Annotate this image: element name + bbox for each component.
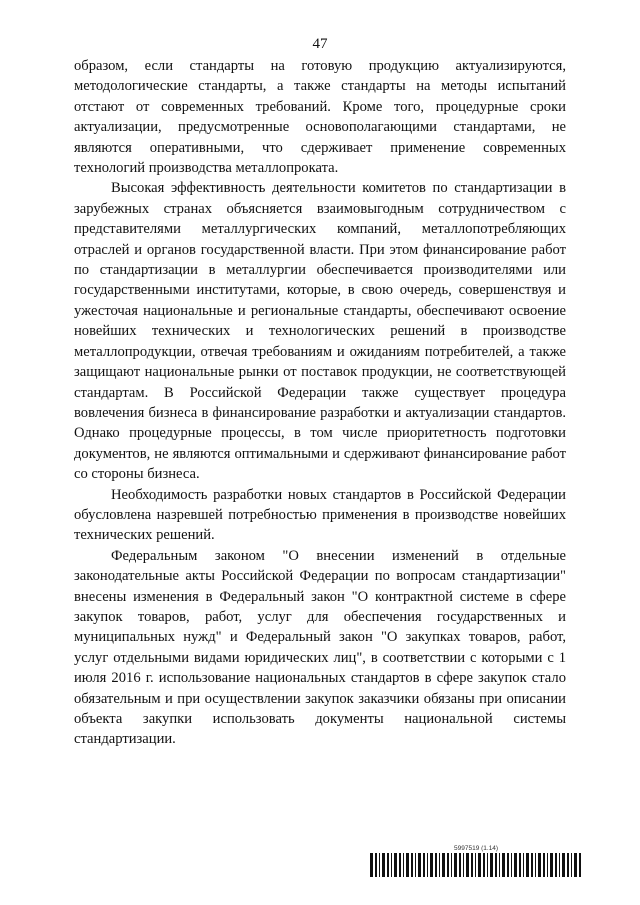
barcode-label: 5997519 (1.14)	[454, 845, 499, 852]
paragraph-1: образом, если стандарты на готовую продукцию актуализируются, методологические стандарты, а также стандарты на методы испытаний отстают от современных требований. Кроме того, процедурные сроки актуализации, предусмотренные основополагающими стандартами, не являются оперативными, что сдерживает применение современных технологий производства металлопроката.	[74, 58, 566, 177]
body-text	[74, 56, 566, 750]
paragraph-2: Высокая эффективность деятельности комитетов по стандартизации в зарубежных странах объясняется взаимовыгодным сотрудничеством с представителями металлургических компаний, металлопотребляющих отраслей и органов государственной власти. При этом финансирование работ по стандартизации в металлургии обеспечивается производителями или государственными институтами, которые, в свою очередь, совершенствуя и ужесточая национальные и региональные стандарты, обеспечивают освоение новейших технических и технологических решений в производстве металлопродукции, отвечая требованиям и ожиданиям потребителей, а также защищают национальные рынки от поставок продукции, не соответствующей стандартам. В Российской Федерации также существует процедура вовлечения бизнеса в финансирование разработки и актуализации стандартов. Однако процедурные процессы, в том числе приоритетность подготовки документов, не являются оптимальными и сдерживают финансирование работ со стороны бизнеса.	[74, 180, 566, 483]
page-number: 47	[312, 36, 328, 52]
barcode-image	[370, 853, 584, 877]
paragraph-4: Федеральным законом "О внесении изменений в отдельные законодательные акты Российской Федерации по вопросам стандартизации" внесены изменения в Федеральный закон "О контрактной системе в сфере закупок товаров, работ, услуг для обеспечения государственных и муниципальных нужд" и Федеральный закон "О закупках товаров, работ, услуг отдельными видами юридических лиц", в соответствии с которыми с 1 июля 2016 г. использование национальных стандартов в сфере закупок стало обязательным и при осуществлении закупок заказчики обязаны при описании объекта закупки использовать документы национальной системы стандартизации.	[74, 547, 566, 748]
paragraph-3: Необходимость разработки новых стандартов в Российской Федерации обусловлена назревшей потребностью применения в производстве новейших технических решений.	[74, 486, 566, 544]
